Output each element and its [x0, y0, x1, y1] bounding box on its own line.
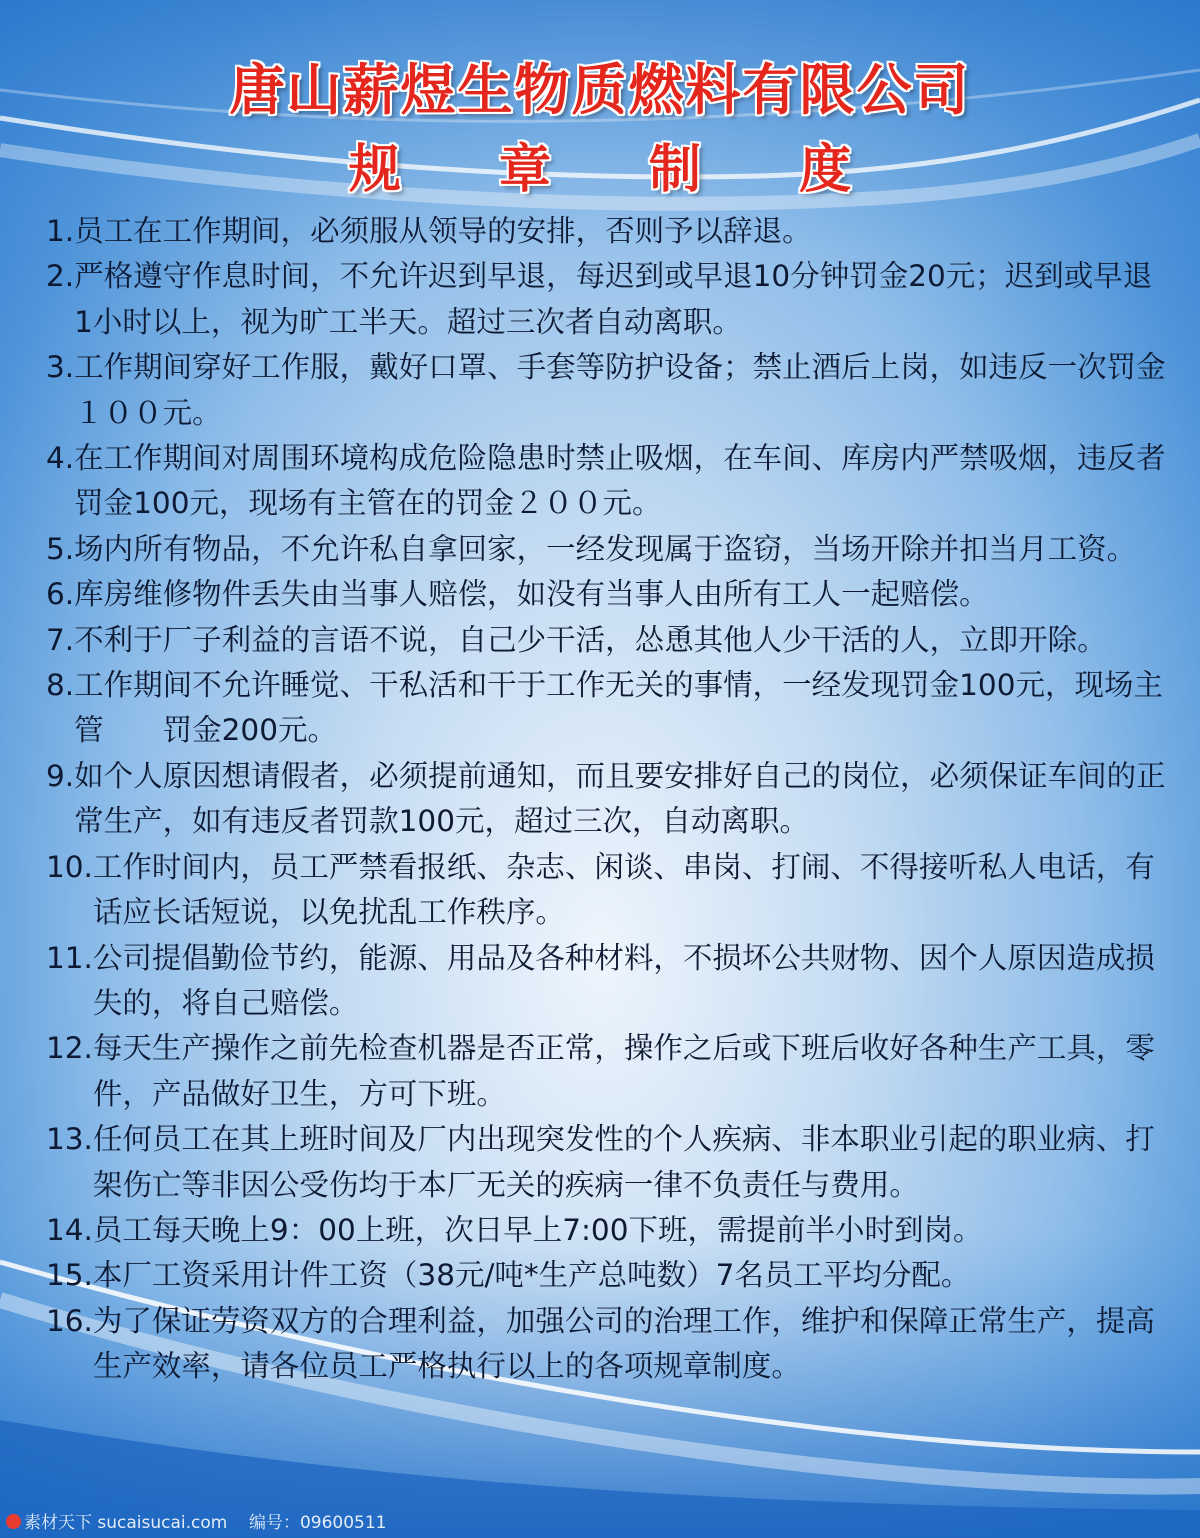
rule-text: 严格遵守作息时间，不允许迟到早退，每迟到或早退10分钟罚金20元；迟到或早退1小时以上，视为旷工半天。超过三次者自动离职。: [74, 259, 1153, 339]
rule-number: 5.: [46, 531, 75, 566]
rule-number: 7.: [46, 622, 75, 657]
watermark-text: 素材天下 sucaisucai.com 编号：09600511: [24, 1513, 387, 1533]
rule-number: 8.: [46, 668, 75, 703]
rule-item: [46, 436, 1166, 527]
watermark: [6, 1512, 387, 1534]
rule-number: 2.: [46, 259, 75, 294]
rule-item: [46, 618, 1166, 663]
rule-number: 13.: [46, 1122, 93, 1157]
rule-number: 6.: [46, 577, 75, 612]
rule-text: 库房维修物件丢失由当事人赔偿，如没有当事人由所有工人一起赔偿。: [74, 577, 989, 612]
rule-item: [46, 1026, 1166, 1117]
rule-text: 不利于厂子利益的言语不说，自己少干活，怂恿其他人少干活的人，立即开除。: [74, 622, 1107, 657]
rule-number: 4.: [46, 441, 75, 476]
rule-item: [46, 209, 1166, 254]
rule-item: [46, 254, 1166, 345]
rule-text: 员工在工作期间，必须服从领导的安排，否则予以辞退。: [74, 214, 812, 248]
rules-list: [46, 209, 1166, 1390]
rule-item: [46, 1208, 1166, 1253]
rule-number: 15.: [46, 1258, 93, 1293]
rule-text: 工作期间不允许睡觉、干私活和干于工作无关的事情，一经发现罚金100元，现场主管 罚金200元。: [74, 668, 1163, 748]
rule-item: [46, 345, 1166, 436]
rule-number: 12.: [46, 1031, 93, 1066]
rule-number: 1.: [46, 214, 75, 248]
document-title: 规 章 制 度: [348, 140, 892, 200]
title-block: [0, 50, 1200, 210]
rule-number: 14.: [46, 1212, 93, 1247]
rule-item: [46, 527, 1166, 572]
rule-text: 为了保证劳资双方的合理利益，加强公司的治理工作，维护和保障正常生产，提高生产效率，请各位员工严格执行以上的各项规章制度。: [92, 1303, 1155, 1384]
rule-number: 11.: [46, 940, 93, 975]
rule-item: [46, 754, 1166, 845]
rule-item: [46, 663, 1166, 754]
rule-text: 每天生产操作之前先检查机器是否正常，操作之后或下班后收好各种生产工具，零件，产品做好卫生，方可下班。: [92, 1031, 1155, 1111]
rule-number: 9.: [46, 758, 75, 793]
rule-text: 员工每天晚上9：00上班，次日早上7:00下班，需提前半小时到岗。: [92, 1212, 983, 1247]
rule-text: 工作期间穿好工作服，戴好口罩、手套等防护设备；禁止酒后上岗，如违反一次罚金１００元。: [74, 350, 1166, 430]
rule-text: 本厂工资采用计件工资（38元/吨*生产总吨数）7名员工平均分配。: [92, 1258, 971, 1293]
rule-number: 3.: [46, 350, 75, 385]
rule-item: [46, 572, 1166, 617]
rule-item: [46, 845, 1166, 936]
rule-item: [46, 1299, 1166, 1390]
rule-text: 场内所有物品，不允许私自拿回家，一经发现属于盗窃，当场开除并扣当月工资。: [74, 531, 1137, 566]
rule-item: [46, 936, 1166, 1027]
rule-text: 工作时间内，员工严禁看报纸、杂志、闲谈、串岗、打闹、不得接听私人电话，有话应长话短说，以免扰乱工作秩序。: [92, 849, 1155, 930]
rule-text: 公司提倡勤俭节约，能源、用品及各种材料，不损坏公共财物、因个人原因造成损失的，将自己赔偿。: [92, 940, 1155, 1020]
rule-text: 任何员工在其上班时间及厂内出现突发性的个人疾病、非本职业引起的职业病、打架伤亡等非因公受伤均于本厂无关的疾病一律不负责任与费用。: [92, 1122, 1155, 1202]
company-name: 唐山薪煜生物质燃料有限公司: [229, 58, 971, 122]
rule-number: 16.: [46, 1303, 93, 1338]
rule-text: 如个人原因想请假者，必须提前通知，而且要安排好自己的岗位，必须保证车间的正常生产，如有违反者罚款100元，超过三次，自动离职。: [74, 758, 1166, 839]
rule-text: 在工作期间对周围环境构成危险隐患时禁止吸烟，在车间、库房内严禁吸烟，违反者罚金100元，现场有主管在的罚金２００元。: [74, 441, 1166, 521]
rule-number: 10.: [46, 849, 93, 884]
rule-item: [46, 1117, 1166, 1208]
watermark-logo-icon: [6, 1514, 21, 1529]
rule-item: [46, 1253, 1166, 1298]
